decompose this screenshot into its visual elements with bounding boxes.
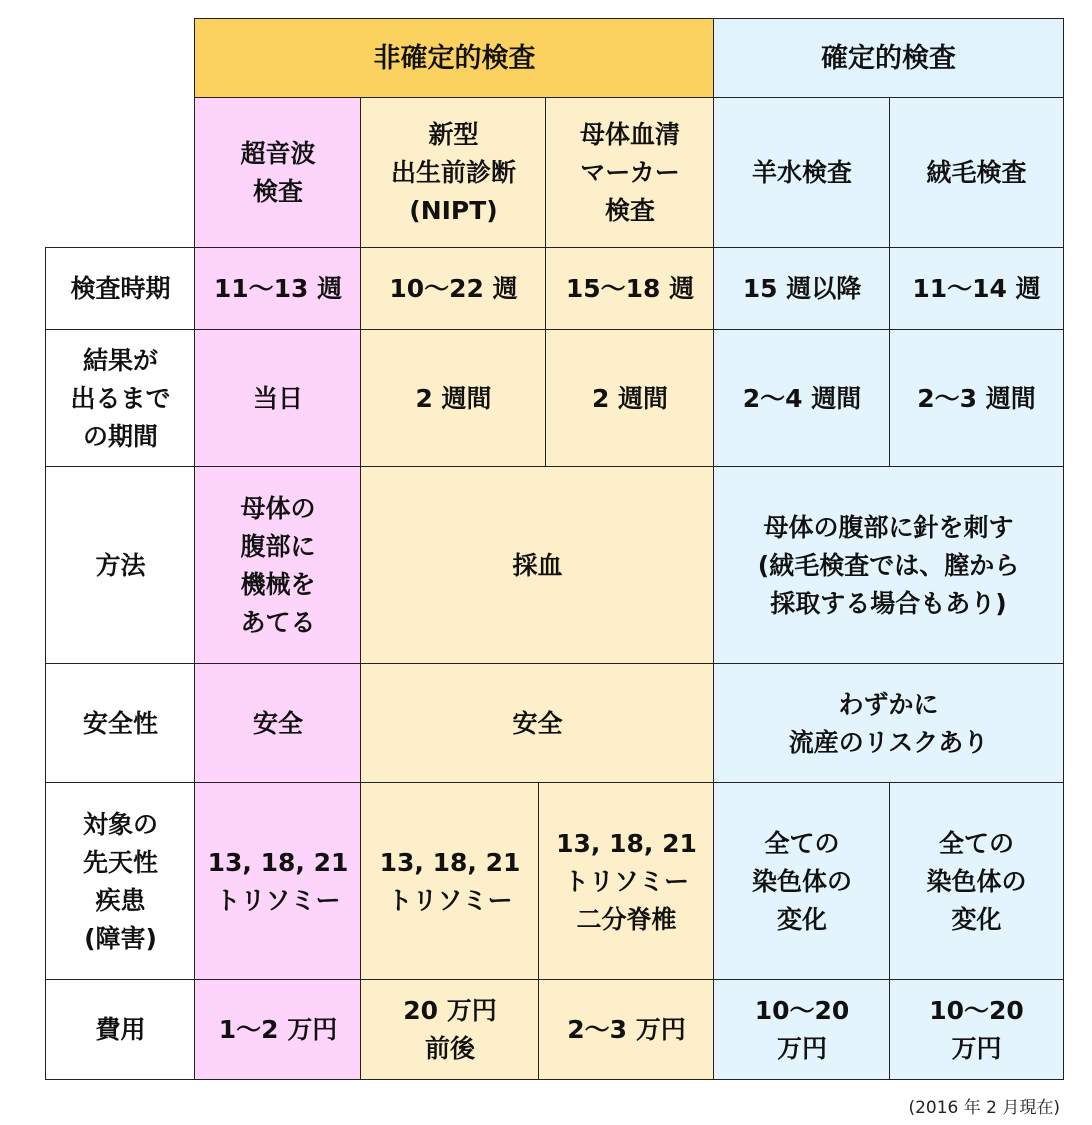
row-label-period: 検査時期 xyxy=(45,247,196,331)
cost-ultrasound: 1〜2 万円 xyxy=(194,979,362,1080)
period-ultrasound: 11〜13 週 xyxy=(194,247,362,331)
col-maternal-serum: 母体血清 マーカー 検査 xyxy=(545,97,715,249)
period-amniocentesis: 15 週以降 xyxy=(713,247,891,331)
method-invasive: 母体の腹部に針を刺す (絨毛検査では、膣から 採取する場合もあり) xyxy=(713,466,1064,665)
header-confirm: 確定的検査 xyxy=(713,18,1064,99)
row-label-result: 結果が 出るまで の期間 xyxy=(45,329,196,468)
targets-cvs: 全ての 染色体の 変化 xyxy=(889,782,1064,981)
row-label-targets: 対象の 先天性 疾患 (障害) xyxy=(45,782,196,981)
col-nipt: 新型 出生前診断 (NIPT) xyxy=(360,97,547,249)
result-ultrasound: 当日 xyxy=(194,329,362,468)
period-maternal-serum: 15〜18 週 xyxy=(545,247,715,331)
method-ultrasound: 母体の 腹部に 機械を あてる xyxy=(194,466,362,665)
safety-invasive: わずかに 流産のリスクあり xyxy=(713,663,1064,784)
result-amniocentesis: 2〜4 週間 xyxy=(713,329,891,468)
result-cvs: 2〜3 週間 xyxy=(889,329,1064,468)
cost-nipt: 20 万円 前後 xyxy=(360,979,540,1080)
row-label-safety: 安全性 xyxy=(45,663,196,784)
header-nonconfirm: 非確定的検査 xyxy=(194,18,715,99)
footnote-date: (2016 年 2 月現在) xyxy=(908,1098,1060,1118)
targets-nipt: 13, 18, 21 トリソミー xyxy=(360,782,540,981)
period-nipt: 10〜22 週 xyxy=(360,247,547,331)
safety-blood: 安全 xyxy=(360,663,715,784)
col-cvs: 絨毛検査 xyxy=(889,97,1064,249)
col-amniocentesis: 羊水検査 xyxy=(713,97,891,249)
targets-ultrasound: 13, 18, 21 トリソミー xyxy=(194,782,362,981)
cost-amniocentesis: 10〜20 万円 xyxy=(713,979,891,1080)
result-maternal-serum: 2 週間 xyxy=(545,329,715,468)
period-cvs: 11〜14 週 xyxy=(889,247,1064,331)
result-nipt: 2 週間 xyxy=(360,329,547,468)
cost-maternal-serum: 2〜3 万円 xyxy=(538,979,715,1080)
row-label-cost: 費用 xyxy=(45,979,196,1080)
method-blood: 採血 xyxy=(360,466,715,665)
targets-amniocentesis: 全ての 染色体の 変化 xyxy=(713,782,891,981)
targets-maternal-serum: 13, 18, 21 トリソミー 二分脊椎 xyxy=(538,782,715,981)
col-ultrasound: 超音波 検査 xyxy=(194,97,362,249)
cost-cvs: 10〜20 万円 xyxy=(889,979,1064,1080)
safety-ultrasound: 安全 xyxy=(194,663,362,784)
row-label-method: 方法 xyxy=(45,466,196,665)
